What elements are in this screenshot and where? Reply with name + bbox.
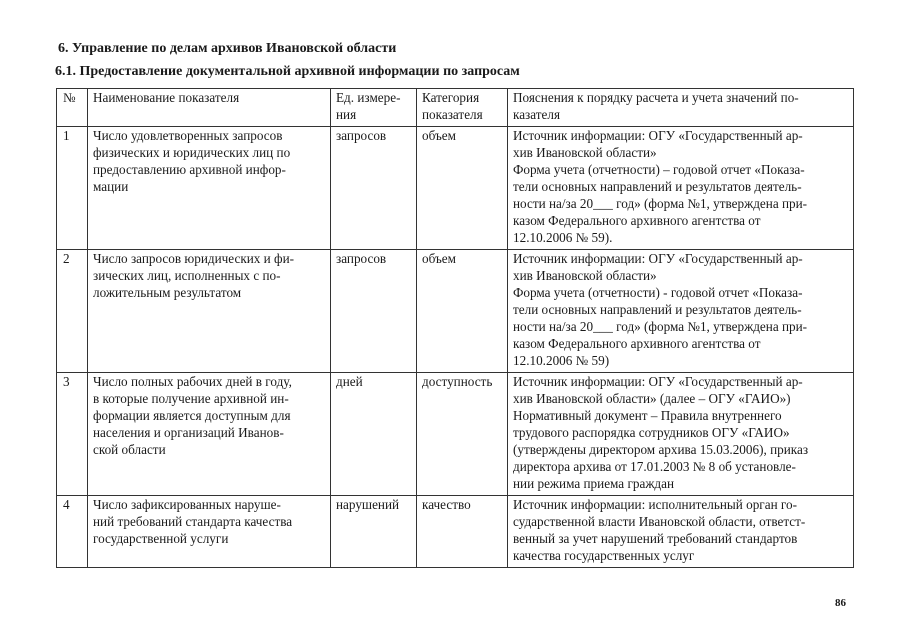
cell-text-line: запросов	[336, 128, 387, 143]
cell-text-line: хив Ивановской области»	[513, 268, 657, 283]
cell-text-line: сударственной власти Ивановской области, ответст-	[513, 514, 806, 529]
cell-text-line: №	[63, 90, 76, 105]
table-header-row	[57, 89, 854, 127]
indicator-name-cell	[88, 250, 331, 373]
cell-text-line: объем	[422, 251, 456, 266]
cell-text-line: дней	[336, 374, 363, 389]
num-cell	[57, 250, 88, 373]
category-cell	[417, 250, 508, 373]
cell-text-line: предоставлению архивной инфор-	[93, 162, 286, 177]
cell-text-line: Число зафиксированных наруше-	[93, 497, 281, 512]
cell-text-line: показателя	[422, 107, 483, 122]
cell-text-line: 12.10.2006 № 59)	[513, 353, 610, 368]
cell-text-line: 2	[63, 251, 70, 266]
cell-text-line: государственной услуги	[93, 531, 229, 546]
section-heading: 6. Управление по делам архивов Ивановской области	[58, 41, 397, 56]
category-cell	[417, 373, 508, 496]
category-cell	[417, 127, 508, 250]
cell-text-line: доступность	[422, 374, 493, 389]
notes-cell	[508, 373, 854, 496]
cell-text-line: мации	[93, 179, 129, 194]
category-cell	[417, 496, 508, 568]
cell-text-line: ния	[336, 107, 357, 122]
cell-text-line: 3	[63, 374, 70, 389]
cell-text-line: Пояснения к порядку расчета и учета значений по-	[513, 90, 799, 105]
table-row	[57, 496, 854, 568]
cell-text-line: качество	[422, 497, 471, 512]
cell-text-line: хив Ивановской области»	[513, 145, 657, 160]
page-number: 86	[835, 597, 846, 609]
cell-text-line: казом Федерального архивного агентства от	[513, 336, 761, 351]
cell-text-line: Наименование показателя	[93, 90, 240, 105]
num-cell	[57, 127, 88, 250]
cell-text-line: тели основных направлений и результатов деятель-	[513, 302, 802, 317]
table-row	[57, 250, 854, 373]
cell-text-line: нарушений	[336, 497, 400, 512]
cell-text-line: Форма учета (отчетности) – годовой отчет «Показа-	[513, 162, 805, 177]
cell-text-line: объем	[422, 128, 456, 143]
unit-cell	[331, 373, 417, 496]
notes-cell	[508, 127, 854, 250]
indicator-name-cell	[88, 127, 331, 250]
cell-text-line: Ед. измере-	[336, 90, 401, 105]
cell-text-line: населения и организаций Иванов-	[93, 425, 284, 440]
cell-text-line: 12.10.2006 № 59).	[513, 230, 613, 245]
cell-text-line: формации является доступным для	[93, 408, 291, 423]
unit-cell	[331, 250, 417, 373]
subsection-heading: 6.1. Предоставление документальной архивной информации по запросам	[55, 64, 520, 79]
cell-text-line: нии режима приема граждан	[513, 476, 675, 491]
cell-text-line: 1	[63, 128, 70, 143]
cell-text-line: Источник информации: ОГУ «Государственный ар-	[513, 128, 803, 143]
num-cell	[57, 373, 88, 496]
cell-text-line: ложительным результатом	[93, 285, 242, 300]
cell-text-line: Форма учета (отчетности) - годовой отчет «Показа-	[513, 285, 803, 300]
table-row	[57, 127, 854, 250]
cell-text-line: ской области	[93, 442, 166, 457]
cell-text-line: Число полных рабочих дней в году,	[93, 374, 292, 389]
cell-text-line: физических и юридических лиц по	[93, 145, 291, 160]
header-num-cell	[57, 89, 88, 127]
notes-cell	[508, 250, 854, 373]
unit-cell	[331, 127, 417, 250]
cell-text-line: зических лиц, исполненных с по-	[93, 268, 281, 283]
header-indicator-name-cell	[88, 89, 331, 127]
indicator-name-cell	[88, 373, 331, 496]
cell-text-line: директора архива от 17.01.2003 № 8 об установле-	[513, 459, 796, 474]
num-cell	[57, 496, 88, 568]
cell-text-line: ний требований стандарта качества	[93, 514, 293, 529]
cell-text-line: венный за учет нарушений требований стандартов	[513, 531, 798, 546]
cell-text-line: Число удовлетворенных запросов	[93, 128, 283, 143]
cell-text-line: в которые получение архивной ин-	[93, 391, 289, 406]
cell-text-line: тели основных направлений и результатов деятель-	[513, 179, 802, 194]
cell-text-line: Источник информации: ОГУ «Государственный ар-	[513, 251, 803, 266]
header-category-cell	[417, 89, 508, 127]
cell-text-line: запросов	[336, 251, 387, 266]
table-row	[57, 373, 854, 496]
cell-text-line: Источник информации: исполнительный орган го-	[513, 497, 797, 512]
header-unit-cell	[331, 89, 417, 127]
cell-text-line: трудового распорядка сотрудников ОГУ «ГАИО»	[513, 425, 790, 440]
cell-text-line: (утверждены директором архива 15.03.2006), приказ	[513, 442, 809, 457]
cell-text-line: Число запросов юридических и фи-	[93, 251, 295, 266]
cell-text-line: ности на/за 20___ год» (форма №1, утверждена при-	[513, 319, 808, 334]
cell-text-line: Категория	[422, 90, 480, 105]
notes-cell	[508, 496, 854, 568]
cell-text-line: Источник информации: ОГУ «Государственный ар-	[513, 374, 803, 389]
cell-text-line: 4	[63, 497, 70, 512]
cell-text-line: хив Ивановской области» (далее – ОГУ «ГАИО»)	[513, 391, 791, 406]
cell-text-line: казом Федерального архивного агентства от	[513, 213, 761, 228]
indicators-table	[56, 88, 854, 568]
cell-text-line: качества государственных услуг	[513, 548, 695, 563]
indicator-name-cell	[88, 496, 331, 568]
cell-text-line: казателя	[513, 107, 561, 122]
cell-text-line: ности на/за 20___ год» (форма №1, утверждена при-	[513, 196, 808, 211]
unit-cell	[331, 496, 417, 568]
cell-text-line: Нормативный документ – Правила внутреннего	[513, 408, 782, 423]
header-notes-cell	[508, 89, 854, 127]
